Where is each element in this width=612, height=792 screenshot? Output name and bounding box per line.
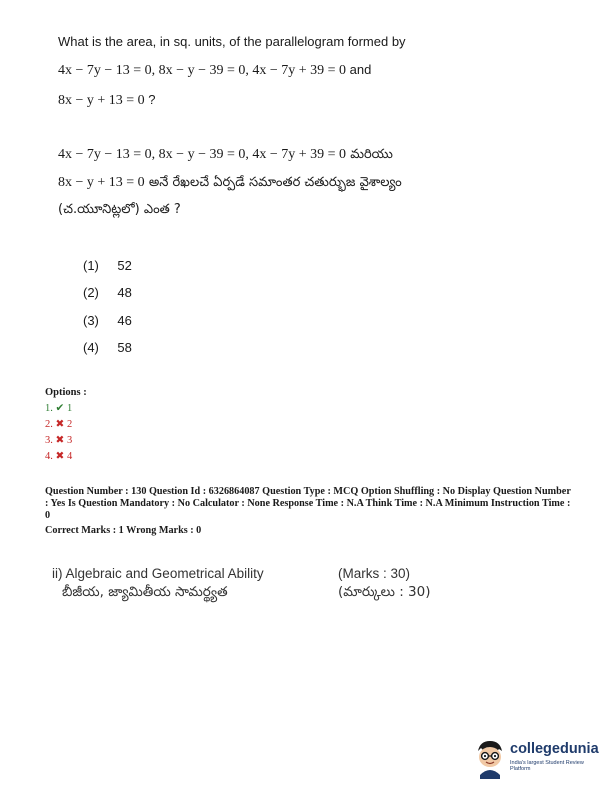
option-row	[45, 434, 72, 446]
telugu-question-line3: (చ.యూనిట్లలో) ఎంత ?	[58, 202, 181, 217]
section-marks-en: (Marks : 30)	[338, 566, 411, 581]
section-title-en: ii) Algebraic and Geometrical Ability	[52, 566, 264, 581]
telugu-question-line2	[58, 173, 402, 193]
equation-last: 8x − y + 13 = 0	[58, 93, 145, 108]
collegedunia-logo	[472, 737, 604, 779]
option-value: 4	[66, 451, 73, 462]
choice-item	[83, 284, 132, 302]
question-equations-line3	[58, 91, 156, 109]
mascot-icon	[472, 737, 508, 779]
question-mark: ?	[144, 92, 156, 107]
check-icon: ✔	[55, 403, 65, 414]
logo-tagline: India's largest Student Review Platform	[510, 760, 584, 772]
question-meta: Question Number : 130 Question Id : 6326864087 Question Type : MCQ Option Shuffling : No Display Question Number : Yes Is Question Mandatory : No Calculator : None Response Time : N.A Think Time : N.A Minimum Instruction Time : 0	[45, 486, 571, 521]
question-equations-line2	[58, 61, 371, 79]
option-prefix: 1.	[45, 403, 53, 414]
choice-item	[83, 339, 132, 357]
logo-wordmark: collegedunia	[510, 741, 599, 757]
cross-icon: ✖	[55, 451, 65, 462]
choice-number: (2)	[83, 285, 99, 300]
equation-set-1: 4x − 7y − 13 = 0, 8x − y − 39 = 0, 4x − 7y + 39 = 0	[58, 63, 347, 78]
section-marks-te: (మార్కులు : 30)	[338, 584, 431, 600]
option-prefix: 4.	[45, 451, 53, 462]
choice-number: (3)	[83, 313, 99, 328]
choice-value: 46	[117, 313, 132, 328]
telugu-question-line1	[58, 145, 393, 165]
marks-info: Correct Marks : 1 Wrong Marks : 0	[45, 525, 202, 536]
choice-item	[83, 257, 132, 275]
cross-icon: ✖	[55, 419, 65, 430]
options-heading: Options :	[45, 387, 87, 398]
telugu-equation-set-1: 4x − 7y − 13 = 0, 8x − y − 39 = 0, 4x − 7y + 39 = 0	[58, 147, 347, 162]
option-value: 3	[66, 435, 73, 446]
telugu-question-text: అనే రేఖలచే ఏర్పడే సమాంతర చతుర్భుజ వైశాల్యం	[144, 175, 402, 190]
telugu-conjunction: మరియు	[346, 147, 393, 162]
option-prefix: 2.	[45, 419, 53, 430]
question-text-line1: What is the area, in sq. units, of the parallelogram formed by	[58, 34, 406, 49]
choice-number: (4)	[83, 340, 99, 355]
cross-icon: ✖	[55, 435, 65, 446]
option-prefix: 3.	[45, 435, 53, 446]
choice-value: 58	[117, 340, 132, 355]
option-row	[45, 402, 72, 414]
option-value: 2	[66, 419, 73, 430]
choice-value: 48	[117, 285, 132, 300]
option-row	[45, 450, 72, 462]
choice-value: 52	[117, 258, 132, 273]
option-value: 1	[66, 403, 73, 414]
telugu-equation-last: 8x − y + 13 = 0	[58, 175, 145, 190]
choice-item	[83, 312, 132, 330]
section-title-te: బీజీయ, జ్యామితీయ సామర్థ్యత	[62, 584, 228, 600]
conjunction-and: and	[346, 62, 372, 77]
option-row	[45, 418, 72, 430]
choice-number: (1)	[83, 258, 99, 273]
